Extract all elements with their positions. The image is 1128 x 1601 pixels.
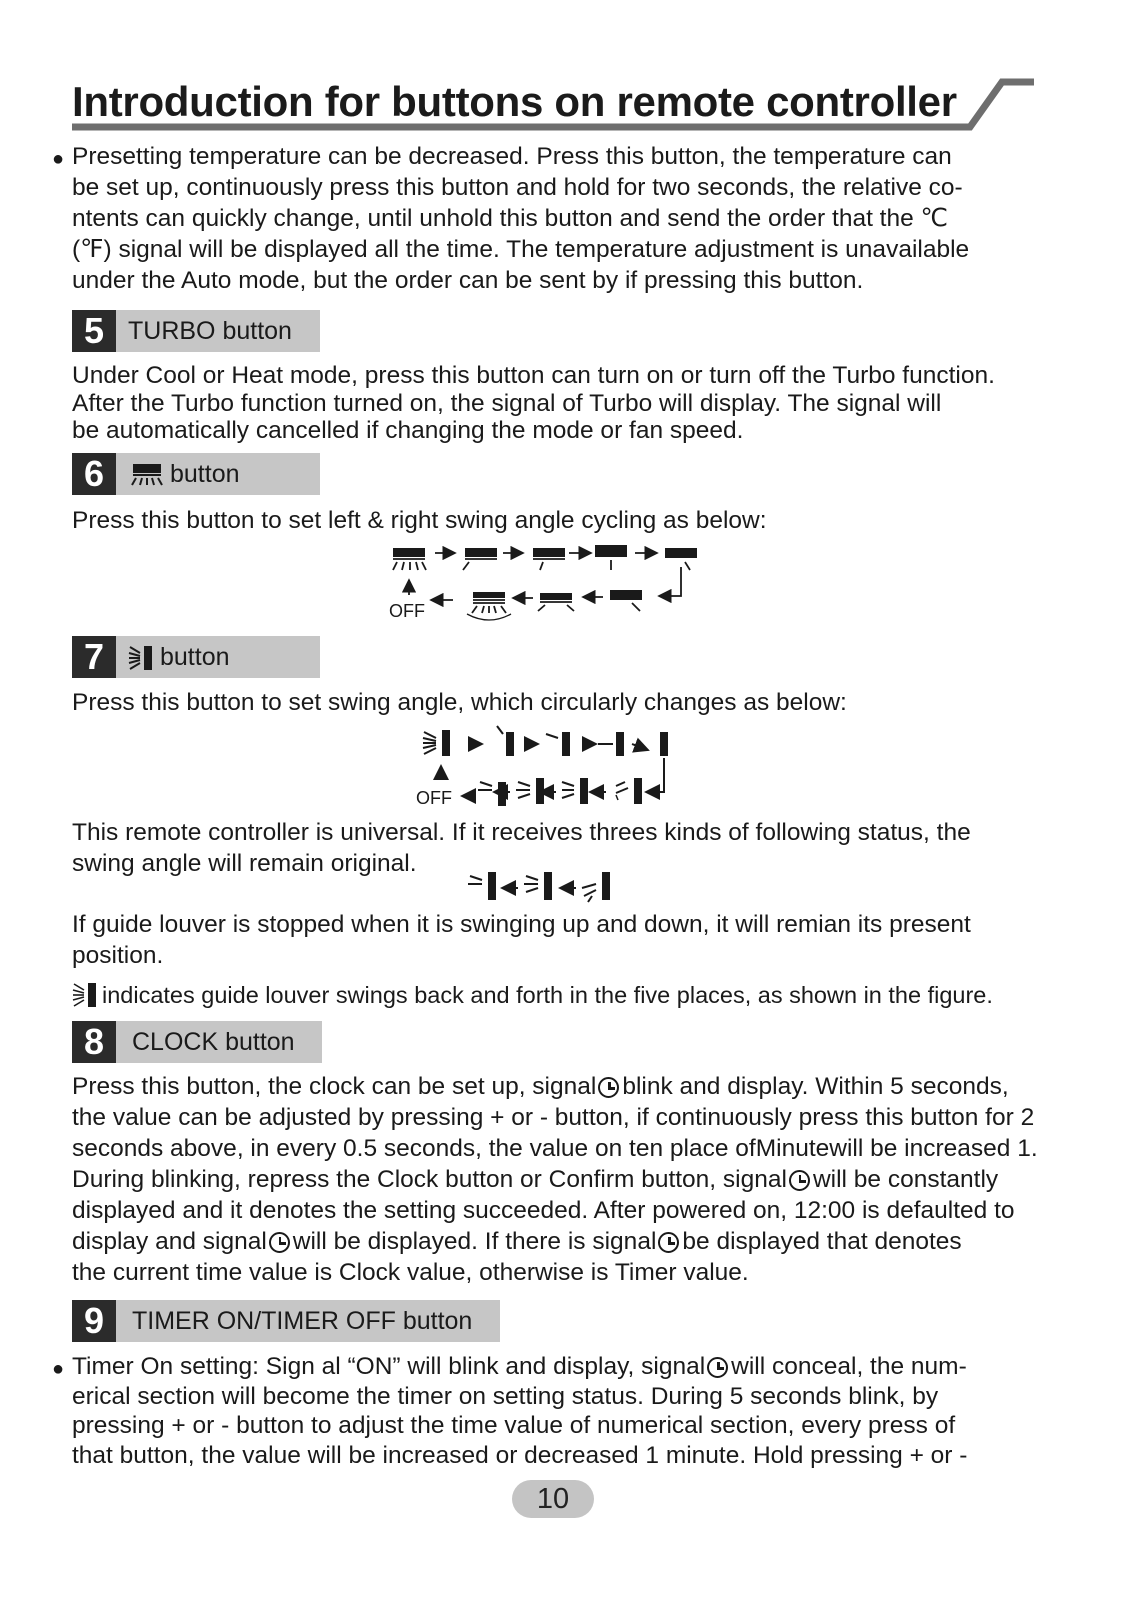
louver-mid-icon bbox=[598, 732, 624, 756]
section-label: CLOCK button bbox=[132, 1028, 295, 1056]
vertical-swing-icon bbox=[128, 644, 154, 672]
section-header-clock bbox=[72, 1021, 322, 1063]
louver-unit-icon bbox=[533, 548, 565, 570]
vertical-swing-icon bbox=[72, 981, 98, 1009]
louver-unit-icon bbox=[665, 548, 697, 570]
section-header-turbo bbox=[72, 310, 320, 352]
clock-line: displayed and it denotes the setting succeeded. After powered on, 12:00 is defaulted to bbox=[72, 1197, 1015, 1224]
stopped-line: If guide louver is stopped when it is swinging up and down, it will remian its present bbox=[72, 911, 971, 938]
louver-unit-icon bbox=[595, 545, 627, 570]
turbo-paragraph bbox=[72, 362, 1072, 445]
louver-unit-icon bbox=[463, 548, 497, 570]
remain-original-states-diagram bbox=[462, 866, 622, 908]
intro-line: be set up, continuously press this button and hold for two seconds, the relative co- bbox=[72, 174, 963, 201]
turbo-line: be automatically cancelled if changing the mode or fan speed. bbox=[72, 417, 744, 444]
louver-swing-mid-icon bbox=[516, 778, 544, 804]
ud-swing-text: Press this button to set swing angle, which circularly changes as below: bbox=[72, 689, 847, 716]
clock-icon bbox=[658, 1232, 679, 1253]
timer-line: that button, the value will be increased or decreased 1 minute. Hold pressing + or - bbox=[72, 1441, 968, 1469]
off-label: OFF bbox=[389, 601, 425, 621]
section-number: 5 bbox=[72, 310, 116, 352]
louver-down-icon bbox=[660, 732, 668, 756]
clock-icon bbox=[789, 1170, 810, 1191]
louver-swing-low-icon bbox=[616, 778, 642, 804]
swing-all-icon bbox=[423, 730, 450, 756]
ud-swing-cycle-diagram bbox=[410, 720, 680, 815]
louver-up-icon bbox=[497, 726, 514, 756]
section-label: button bbox=[160, 643, 230, 671]
timer-line: pressing + or - button to adjust the time value of numerical section, every press of bbox=[72, 1412, 956, 1439]
louver-upmid-icon bbox=[546, 732, 570, 756]
turbo-line: Under Cool or Heat mode, press this button can turn on or turn off the Turbo function. bbox=[72, 362, 995, 389]
clock-line: the current time value is Clock value, otherwise is Timer value. bbox=[72, 1259, 749, 1286]
section-label: button bbox=[170, 460, 240, 488]
universal-line: This remote controller is universal. If it receives threes kinds of following status, the bbox=[72, 819, 971, 846]
horizontal-swing-icon bbox=[130, 464, 164, 486]
section-number: 6 bbox=[72, 453, 116, 495]
clock-line: seconds above, in every 0.5 seconds, the value on ten place ofMinutewill be increased 1. bbox=[72, 1135, 1038, 1162]
clock-line: display and signal will be displayed. If there is signal be displayed that denotes bbox=[72, 1228, 962, 1255]
intro-line: (℉) signal will be displayed all the time. The temperature adjustment is unavailable bbox=[72, 236, 970, 263]
section-header-ud-swing bbox=[72, 636, 320, 678]
louver-unit-icon bbox=[393, 548, 426, 570]
bullet-dot: ● bbox=[52, 1358, 65, 1380]
intro-line: ntents can quickly change, until unhold this button and send the order that the ℃ bbox=[72, 205, 949, 232]
off-label: OFF bbox=[416, 788, 452, 808]
universal-line: swing angle will remain original. bbox=[72, 850, 417, 877]
intro-line: under the Auto mode, but the order can be sent by if pressing this button. bbox=[72, 267, 864, 294]
indicates-text: indicates guide louver swings back and forth in the five places, as shown in the figure. bbox=[102, 982, 993, 1008]
lr-swing-text: Press this button to set left & right swing angle cycling as below: bbox=[72, 507, 767, 534]
section-number: 9 bbox=[72, 1300, 116, 1342]
page-title: Introduction for buttons on remote controller bbox=[72, 78, 957, 125]
lr-swing-cycle-diagram bbox=[385, 540, 715, 625]
page-number: 10 bbox=[512, 1480, 594, 1518]
intro-paragraph bbox=[72, 141, 1072, 296]
turbo-line: After the Turbo function turned on, the signal of Turbo will display. The signal will bbox=[72, 389, 942, 417]
clock-line: During blinking, repress the Clock button or Confirm button, signal will be constantly bbox=[72, 1166, 999, 1193]
louver-unit-icon bbox=[467, 592, 511, 620]
timer-paragraph bbox=[72, 1352, 1072, 1470]
timer-line: Timer On setting: Sign al “ON” will blink and display, signal will conceal, the num- bbox=[72, 1353, 967, 1380]
clock-line: Press this button, the clock can be set up, signal blink and display. Within 5 seconds, bbox=[72, 1073, 1009, 1100]
stopped-line: position. bbox=[72, 942, 164, 969]
section-header-timer bbox=[72, 1300, 500, 1342]
section-label: TIMER ON/TIMER OFF button bbox=[132, 1307, 473, 1335]
clock-icon bbox=[598, 1077, 619, 1098]
clock-icon bbox=[269, 1232, 290, 1253]
stopped-paragraph bbox=[72, 909, 1072, 971]
section-number: 8 bbox=[72, 1021, 116, 1063]
section-header-lr-swing bbox=[72, 453, 320, 495]
louver-unit-icon bbox=[538, 593, 574, 611]
bullet-dot: ● bbox=[52, 148, 65, 170]
louver-unit-icon bbox=[610, 590, 642, 611]
clock-paragraph bbox=[72, 1071, 1072, 1288]
timer-line: erical section will become the timer on setting status. During 5 seconds blink, by bbox=[72, 1382, 939, 1410]
section-label: TURBO button bbox=[128, 317, 292, 345]
louver-swing-lowmid-icon bbox=[562, 778, 588, 804]
clock-line: the value can be adjusted by pressing + or - button, if continuously press this button for 2 bbox=[72, 1104, 1035, 1131]
intro-line: Presetting temperature can be decreased. Press this button, the temperature can bbox=[72, 143, 952, 170]
section-number: 7 bbox=[72, 636, 116, 678]
louver-swing-high-icon bbox=[478, 782, 506, 806]
indicates-line bbox=[72, 980, 1072, 1011]
clock-icon bbox=[707, 1357, 728, 1378]
